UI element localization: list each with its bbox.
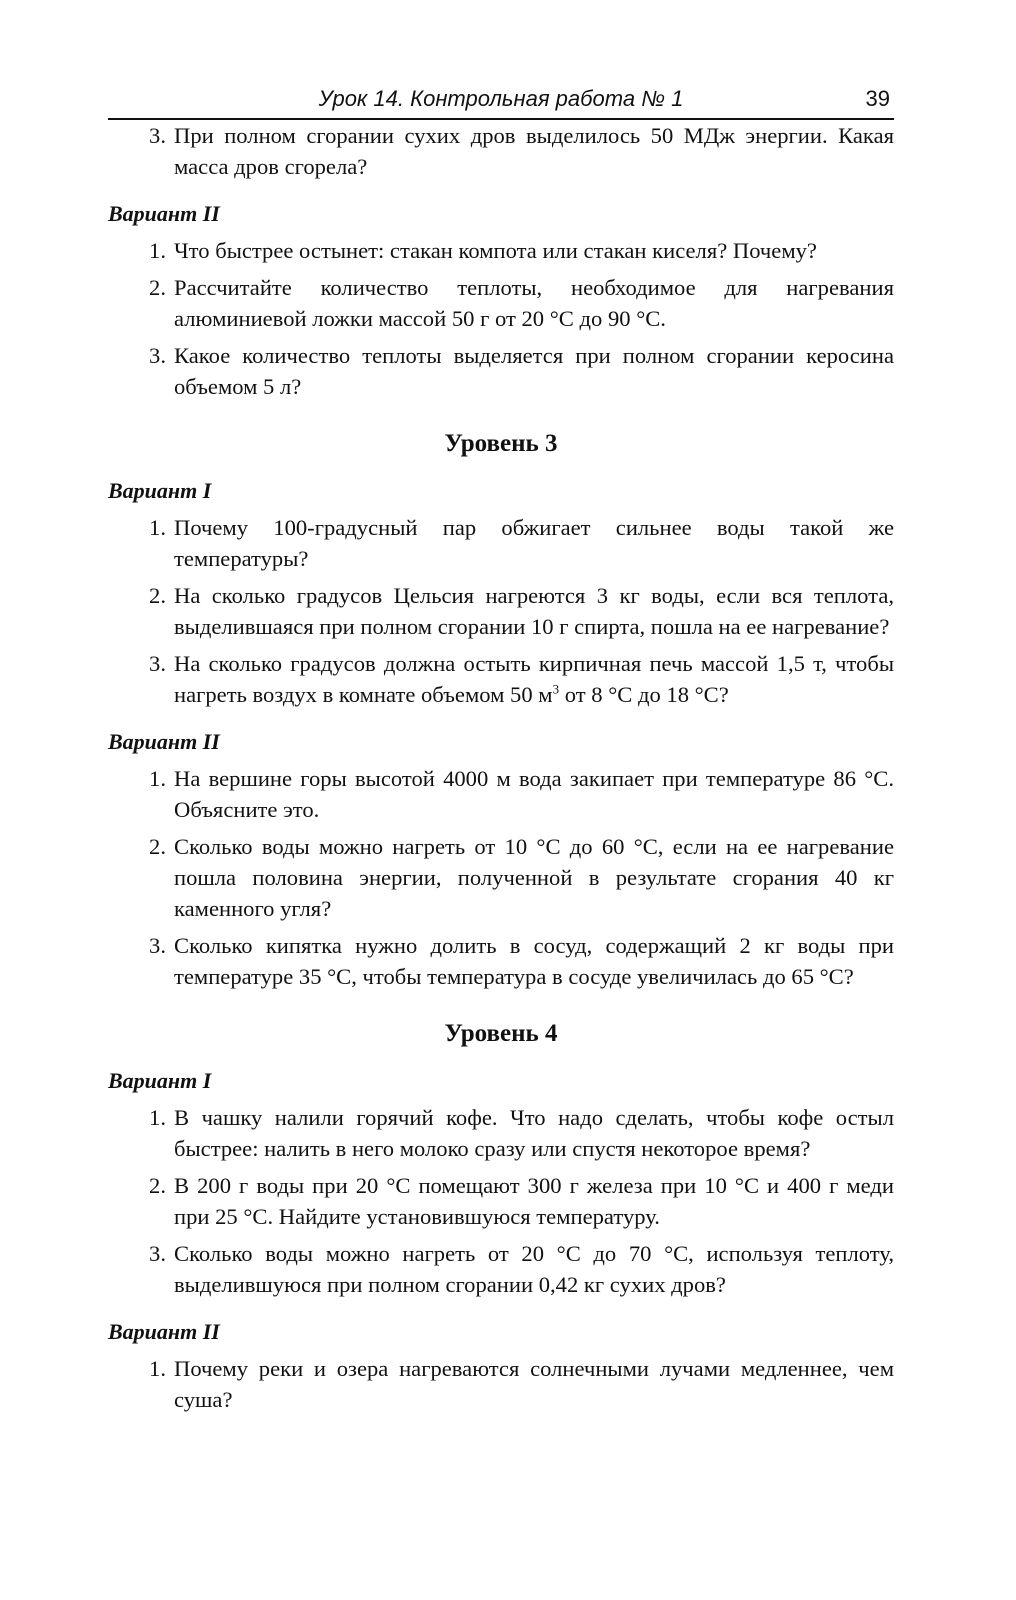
question-number: 2. [149, 275, 166, 300]
question-number: 2. [149, 583, 166, 608]
question-number: 1. [149, 238, 166, 263]
question-number: 3. [149, 651, 166, 676]
question-text: При полном сгорании сухих дров выделилось 50 МДж энергии. Какая масса дров сгорела? [174, 123, 894, 179]
question-text: В чашку налили горячий кофе. Что надо сделать, чтобы кофе остыл быстрее: налить в него молоко сразу или спустя некоторое время? [174, 1105, 894, 1161]
question-item [108, 648, 894, 710]
variant-heading: Вариант II [108, 729, 220, 754]
question-text: На вершине горы высотой 4000 м вода закипает при температуре 86 °С. Объясните это. [174, 766, 894, 822]
question-item [108, 272, 894, 334]
page-content [108, 120, 894, 1421]
level-heading: Уровень 3 [444, 430, 558, 457]
question-item [108, 1238, 894, 1300]
question-text [174, 648, 894, 710]
level-heading: Уровень 4 [444, 1020, 558, 1047]
question-item [108, 340, 894, 402]
question-item [108, 120, 894, 182]
question-number: 1. [149, 1105, 166, 1130]
question-text: Сколько кипятка нужно долить в сосуд, содержащий 2 кг воды при температуре 35 °С, чтобы температура в сосуде увеличилась до 65 °С? [174, 933, 894, 989]
variant-heading: Вариант II [108, 1319, 220, 1344]
question-item [108, 512, 894, 574]
question-number: 1. [149, 1356, 166, 1381]
question-item [108, 930, 894, 992]
running-header [108, 84, 894, 120]
question-text: Почему 100-градусный пар обжигает сильнее воды такой же температуры? [174, 515, 894, 571]
page-number: 39 [865, 86, 890, 111]
question-item [108, 580, 894, 642]
variant-heading: Вариант I [108, 478, 212, 503]
question-item [108, 763, 894, 825]
variant-heading: Вариант II [108, 201, 220, 226]
question-text-part: от 8 °С до 18 °С? [559, 682, 729, 707]
question-number: 1. [149, 766, 166, 791]
question-item [108, 235, 894, 266]
question-text-part: На сколько градусов должна остыть кирпичная печь массой 1,5 т, чтобы нагреть воздух в комнате объемом 50 м [174, 651, 894, 707]
question-number: 3. [149, 343, 166, 368]
question-number: 1. [149, 515, 166, 540]
question-item [108, 1102, 894, 1164]
question-number: 2. [149, 1173, 166, 1198]
question-text: Сколько воды можно нагреть от 20 °С до 70 °С, используя теплоту, выделившуюся при полном сгорании 0,42 кг сухих дров? [174, 1241, 894, 1297]
question-item [108, 1353, 894, 1415]
question-text: На сколько градусов Цельсия нагреются 3 кг воды, если вся теплота, выделившаяся при полном сгорании 10 г спирта, пошла на ее нагревание? [174, 583, 894, 639]
question-item [108, 1170, 894, 1232]
question-text: Какое количество теплоты выделяется при полном сгорании керосина объемом 5 л? [174, 343, 894, 399]
variant-heading: Вариант I [108, 1068, 212, 1093]
question-text: Что быстрее остынет: стакан компота или стакан киселя? Почему? [174, 238, 817, 263]
question-text: Сколько воды можно нагреть от 10 °С до 60 °С, если на ее нагревание пошла половина энергии, полученной в результате сгорания 40 кг каменного угля? [174, 834, 894, 921]
question-number: 3. [149, 1241, 166, 1266]
question-number: 2. [149, 834, 166, 859]
question-item [108, 831, 894, 924]
question-text: Рассчитайте количество теплоты, необходимое для нагревания алюминиевой ложки массой 50 г от 20 °С до 90 °С. [174, 275, 894, 331]
question-text: В 200 г воды при 20 °С помещают 300 г железа при 10 °С и 400 г меди при 25 °С. Найдите установившуюся температуру. [174, 1173, 894, 1229]
question-text: Почему реки и озера нагреваются солнечными лучами медленнее, чем суша? [174, 1356, 894, 1412]
question-number: 3. [149, 933, 166, 958]
question-number: 3. [149, 123, 166, 148]
running-title: Урок 14. Контрольная работа № 1 [318, 86, 684, 111]
superscript-exponent: 3 [552, 681, 560, 697]
